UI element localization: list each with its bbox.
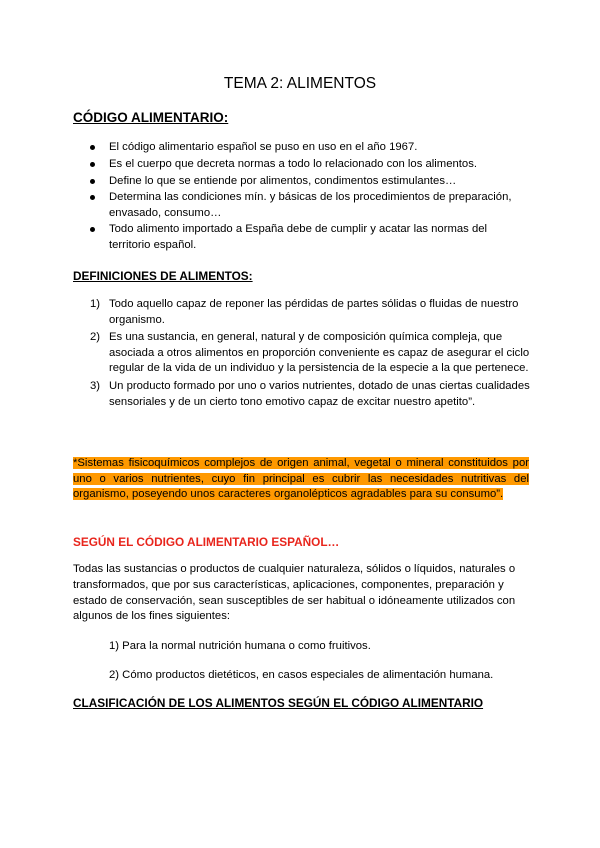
- item-number: 2): [90, 331, 101, 344]
- codigo-heading: CÓDIGO ALIMENTARIO:: [73, 110, 229, 125]
- item-text: Todo aquello capaz de reponer las pérdidas de partes sólidas o fluidas de nuestro organismo.: [109, 298, 519, 326]
- bullet-item: Todo alimento importado a España debe de cumplir y acatar las normas del territorio español.: [90, 222, 530, 253]
- segun-heading: SEGÚN EL CÓDIGO ALIMENTARIO ESPAÑOL…: [73, 535, 340, 549]
- bullet-item: Define lo que se entiende por alimentos, condimentos estimulantes…: [90, 174, 530, 189]
- use-item-1: 1) Para la normal nutrición humana o como fruitivos.: [109, 640, 371, 652]
- segun-paragraph: Todas las sustancias o productos de cualquier naturaleza, sólidos o líquidos, naturales o transformados, que por sus características, aplicaciones, componentes, preparación y estado de conservación, sean susceptibles de ser habitual o idóneamente utilizados con algunos de los fines siguientes:: [73, 563, 516, 623]
- page-title: TEMA 2: ALIMENTOS: [223, 75, 377, 92]
- definiciones-heading: DEFINICIONES DE ALIMENTOS:: [73, 269, 253, 283]
- codigo-bullet-list: [90, 140, 530, 255]
- item-text: Es una sustancia, en general, natural y de composición química compleja, que asociada a otros alimentos en proporción conveniente es capaz de asegurar el ciclo regular de la vida de un individuo y la persistencia de la especie a la que pertenece.: [109, 331, 530, 375]
- clasificacion-heading: CLASIFICACIÓN DE LOS ALIMENTOS SEGÚN EL CÓDIGO ALIMENTARIO: [73, 696, 484, 710]
- item-text: Un producto formado por uno o varios nutrientes, dotado de unas ciertas cualidades sensoriales y de un cierto tono emotivo capaz de excitar nuestro apetito”.: [109, 379, 530, 408]
- numbered-item: [90, 379, 530, 410]
- numbered-item: [90, 297, 530, 328]
- item-number: 1): [90, 298, 101, 310]
- item-number: 3): [90, 379, 101, 392]
- bullet-item: Determina las condiciones mín. y básicas de los procedimientos de preparación, envasado, consumo…: [90, 190, 530, 221]
- bullet-item: El código alimentario español se puso en uso en el año 1967.: [90, 140, 530, 155]
- use-item-2: 2) Cómo productos dietéticos, en casos especiales de alimentación humana.: [109, 669, 494, 681]
- bullet-item: Es el cuerpo que decreta normas a todo lo relacionado con los alimentos.: [90, 157, 530, 172]
- definiciones-list: [90, 297, 530, 412]
- highlighted-definition: [73, 456, 529, 503]
- highlighted-text: *Sistemas fisicoquímicos complejos de origen animal, vegetal o mineral constituidos por uno o varios nutrientes, cuyo fin principal es cubrir las necesidades nutritivas del organismo, poseyendo unos caracteres organolépticos agradables para su consumo”.: [73, 457, 529, 501]
- numbered-item: [90, 330, 530, 377]
